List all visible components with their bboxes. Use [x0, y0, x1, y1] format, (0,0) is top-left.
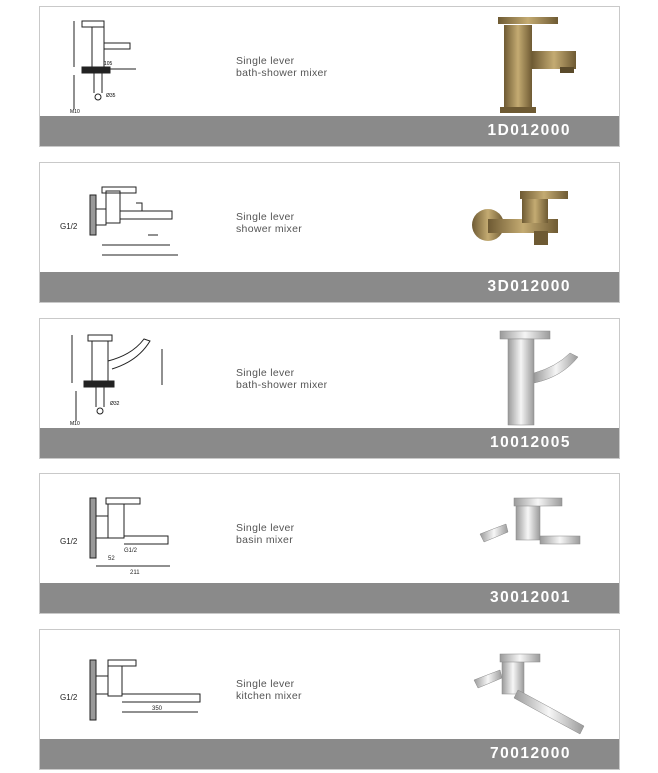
description-line: bath-shower mixer	[236, 379, 328, 391]
dimension-label: 52	[108, 556, 115, 562]
description-line: Single lever	[236, 55, 295, 67]
faucet-photo	[460, 634, 590, 740]
description-line: Single lever	[236, 211, 295, 223]
technical-drawing	[52, 325, 202, 431]
product-description	[236, 678, 302, 702]
product-code-bar	[40, 272, 619, 302]
dimension-label: Ø32	[110, 401, 120, 407]
product-code: 70012000	[490, 745, 571, 762]
product-code: 1D012000	[487, 122, 571, 139]
technical-drawing	[52, 13, 202, 119]
product-description	[236, 211, 302, 235]
dimension-label: G1/2	[60, 693, 78, 702]
product-code: 3D012000	[487, 278, 571, 295]
dimension-label: G1/2	[60, 537, 78, 546]
product-code-bar	[40, 739, 619, 769]
product-description	[236, 367, 327, 391]
faucet-photo	[460, 478, 590, 584]
technical-drawing	[52, 169, 202, 275]
description-line: shower mixer	[236, 223, 303, 235]
product-description	[236, 522, 294, 546]
product-code: 30012001	[490, 589, 571, 606]
product-code-bar	[40, 116, 619, 146]
dimension-label: 105	[104, 61, 113, 67]
description-line: bath-shower mixer	[236, 67, 328, 79]
dimension-label: M10	[70, 421, 80, 427]
product-card	[39, 318, 620, 459]
product-code-bar	[40, 583, 619, 613]
product-description	[236, 55, 327, 79]
dimension-label: G1/2	[60, 222, 78, 231]
description-line: basin mixer	[236, 534, 293, 546]
product-card	[39, 6, 620, 147]
product-code: 10012005	[490, 434, 571, 451]
description-line: Single lever	[236, 367, 295, 379]
dimension-label: M10	[70, 109, 80, 115]
faucet-photo	[460, 323, 590, 429]
description-line: Single lever	[236, 678, 295, 690]
product-card	[39, 473, 620, 614]
dimension-label: 350	[152, 706, 163, 712]
dimension-label: Ø35	[106, 93, 116, 99]
dimension-label: G1/2	[124, 548, 138, 554]
description-line: Single lever	[236, 522, 295, 534]
dimension-label: 211	[130, 570, 140, 576]
technical-drawing	[52, 636, 202, 742]
product-code-bar	[40, 428, 619, 458]
faucet-photo	[460, 167, 590, 273]
description-line: kitchen mixer	[236, 690, 302, 702]
product-card	[39, 629, 620, 770]
faucet-photo	[460, 11, 590, 117]
product-card	[39, 162, 620, 303]
technical-drawing	[52, 480, 202, 586]
